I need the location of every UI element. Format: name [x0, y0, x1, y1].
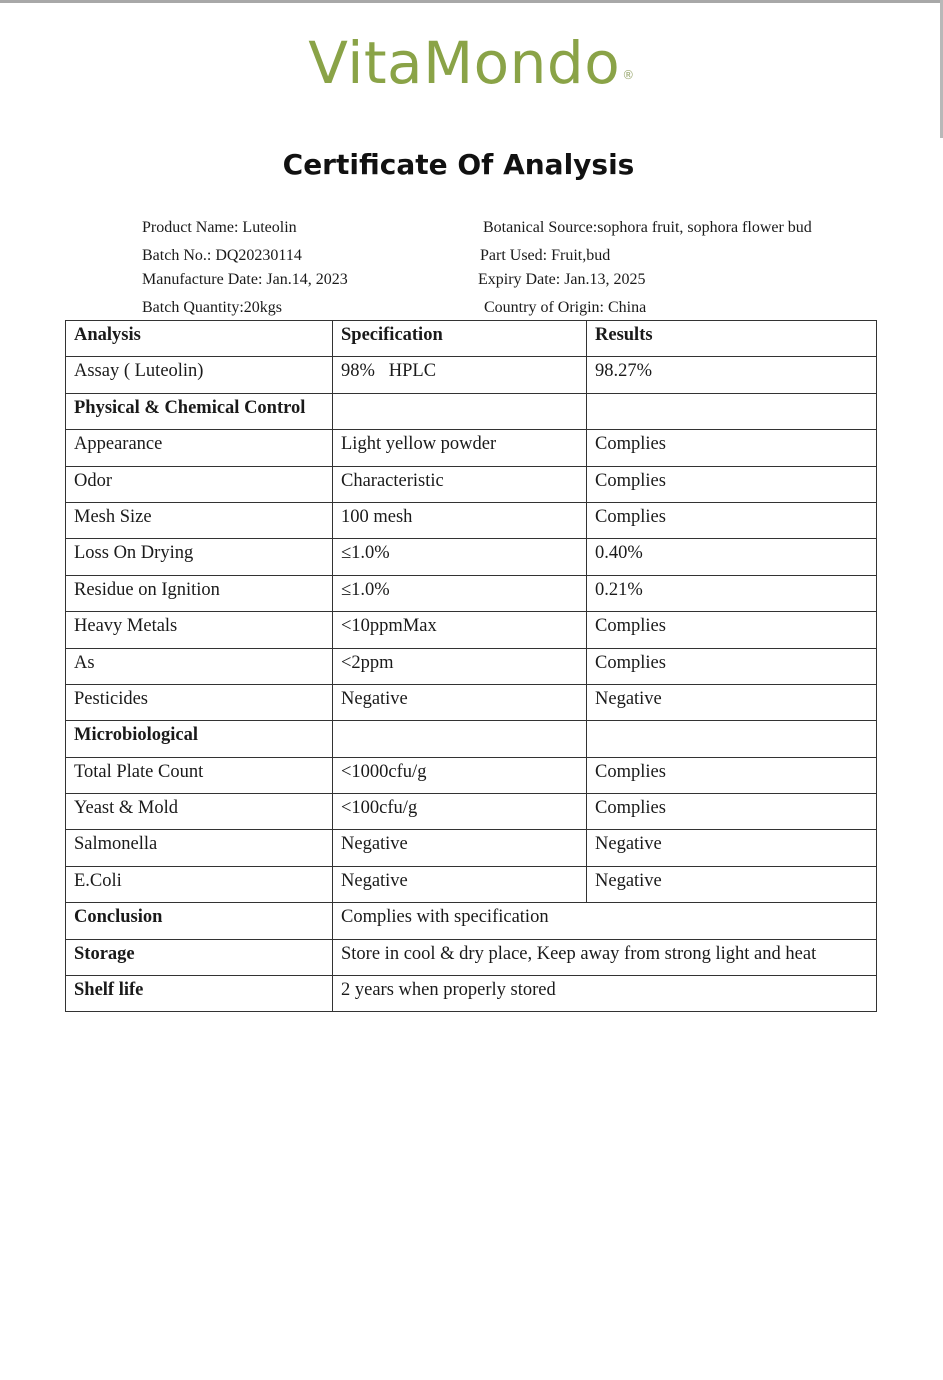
cell-analysis: E.Coli — [66, 866, 333, 902]
country-of-origin: Country of Origin: China — [484, 299, 647, 316]
cell-specification: Light yellow powder — [333, 430, 587, 466]
header-results: Results — [587, 321, 877, 357]
table-row — [66, 684, 877, 720]
storage-row — [66, 939, 877, 975]
table-row — [66, 466, 877, 502]
table-row — [66, 502, 877, 538]
analysis-table — [65, 320, 877, 1012]
table-row — [66, 794, 877, 830]
section-microbiological: Microbiological — [66, 721, 333, 757]
cell-analysis: Pesticides — [66, 684, 333, 720]
cell-results: Negative — [587, 830, 877, 866]
brand-logo — [0, 28, 943, 98]
cell-specification: 98% HPLC — [333, 357, 587, 393]
conclusion-label: Conclusion — [66, 903, 333, 939]
cell-analysis: As — [66, 648, 333, 684]
cell-results: 0.40% — [587, 539, 877, 575]
section-physical-chemical: Physical & Chemical Control — [66, 393, 333, 429]
product-name: Product Name: Luteolin — [142, 219, 297, 236]
table-row — [66, 648, 877, 684]
cell-specification: ≤1.0% — [333, 539, 587, 575]
cell-analysis: Loss On Drying — [66, 539, 333, 575]
cell-analysis: Mesh Size — [66, 502, 333, 538]
expiry-date: Expiry Date: Jan.13, 2025 — [478, 271, 646, 288]
cell-results: Negative — [587, 684, 877, 720]
cell-results: 98.27% — [587, 357, 877, 393]
cell-results: Complies — [587, 612, 877, 648]
botanical-source: Botanical Source:sophora fruit, sophora flower bud — [483, 219, 812, 236]
storage-label: Storage — [66, 939, 333, 975]
table-row — [66, 430, 877, 466]
shelf-life-value: 2 years when properly stored — [333, 976, 877, 1012]
cell-specification: Negative — [333, 830, 587, 866]
section-row — [66, 721, 877, 757]
document-title: Certificate Of Analysis — [282, 148, 635, 181]
cell-results: Complies — [587, 757, 877, 793]
batch-no: Batch No.: DQ20230114 — [142, 247, 302, 264]
table-row — [66, 357, 877, 393]
manufacture-date: Manufacture Date: Jan.14, 2023 — [142, 271, 348, 288]
cell-specification: ≤1.0% — [333, 575, 587, 611]
part-used: Part Used: Fruit,bud — [480, 247, 611, 264]
cell-analysis: Yeast & Mold — [66, 794, 333, 830]
conclusion-value: Complies with specification — [333, 903, 877, 939]
cell-specification: Negative — [333, 866, 587, 902]
cell-specification: <100cfu/g — [333, 794, 587, 830]
cell-results: Complies — [587, 648, 877, 684]
table-header-row — [66, 321, 877, 357]
cell-specification: <1000cfu/g — [333, 757, 587, 793]
cell-specification: Characteristic — [333, 466, 587, 502]
cell-results: Complies — [587, 502, 877, 538]
section-row — [66, 393, 877, 429]
cell-specification: <10ppmMax — [333, 612, 587, 648]
cell-specification: Negative — [333, 684, 587, 720]
cell-analysis: Residue on Ignition — [66, 575, 333, 611]
brand-name: VitaMondo — [308, 29, 621, 97]
registered-mark: ® — [622, 68, 635, 82]
cell-specification: 100 mesh — [333, 502, 587, 538]
conclusion-row — [66, 903, 877, 939]
cell-results: Complies — [587, 430, 877, 466]
table-row — [66, 757, 877, 793]
table-row — [66, 830, 877, 866]
cell-analysis: Assay ( Luteolin) — [66, 357, 333, 393]
cell-analysis: Odor — [66, 466, 333, 502]
storage-value: Store in cool & dry place, Keep away from strong light and heat — [333, 939, 877, 975]
cell-analysis: Salmonella — [66, 830, 333, 866]
shelf-life-row — [66, 976, 877, 1012]
cell-results: Complies — [587, 794, 877, 830]
cell-results: 0.21% — [587, 575, 877, 611]
cell-analysis: Total Plate Count — [66, 757, 333, 793]
cell-analysis: Appearance — [66, 430, 333, 466]
cell-analysis: Heavy Metals — [66, 612, 333, 648]
cell-results: Complies — [587, 466, 877, 502]
table-row — [66, 612, 877, 648]
header-analysis: Analysis — [66, 321, 333, 357]
table-row — [66, 539, 877, 575]
cell-specification: <2ppm — [333, 648, 587, 684]
header-specification: Specification — [333, 321, 587, 357]
table-row — [66, 575, 877, 611]
shelf-life-label: Shelf life — [66, 976, 333, 1012]
batch-quantity: Batch Quantity:20kgs — [142, 299, 282, 316]
cell-results: Negative — [587, 866, 877, 902]
top-border — [0, 0, 943, 3]
table-row — [66, 866, 877, 902]
